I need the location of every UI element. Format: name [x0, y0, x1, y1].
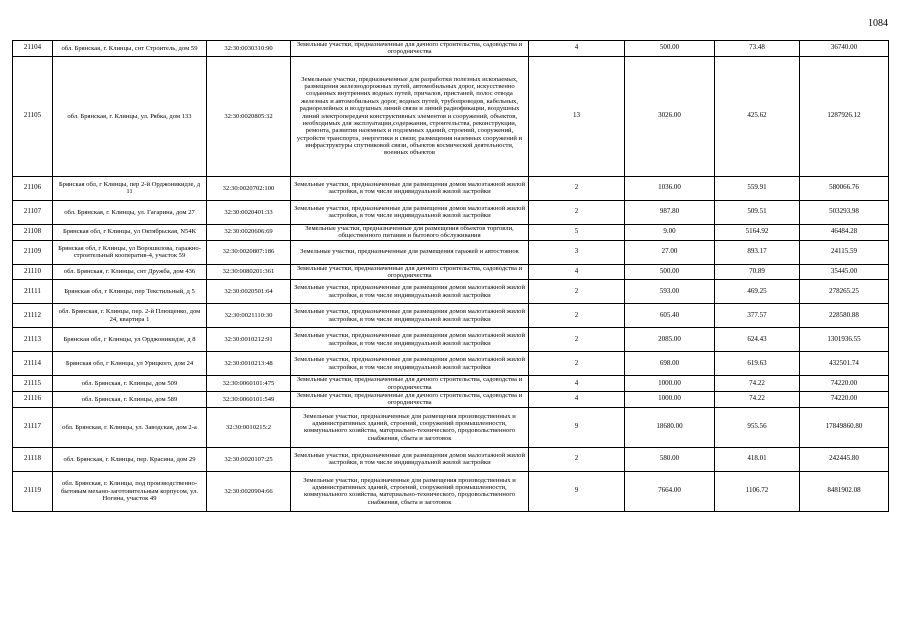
cadastral-number-cell: 32:30:0010215:2 [207, 407, 291, 447]
table-row [13, 376, 889, 392]
land-use-cell: Земельные участки, предназначенные для дачного строительства, садоводства и огородничества [291, 41, 529, 57]
cadastral-value-cell: 74220.00 [800, 376, 889, 392]
cadastral-value-cell: 278265.25 [800, 280, 889, 304]
specific-value-cell: 469.25 [715, 280, 800, 304]
address-cell: обл. Брянская, г. Клинцы, пер. Красина, дом 29 [53, 447, 207, 471]
land-use-cell: Земельные участки, предназначенные для размещения домов малоэтажной жилой застройки, в том числе индивидуальной жилой застройки [291, 447, 529, 471]
land-use-cell: Земельные участки, предназначенные для размещения домов малоэтажной жилой застройки, в том числе индивидуальной жилой застройки [291, 176, 529, 200]
specific-value-cell: 418.01 [715, 447, 800, 471]
table-row [13, 392, 889, 408]
cadastral-value-cell: 8481902.08 [800, 471, 889, 511]
address-cell: Брянская обл, г Клинцы, пер 2-й Орджоникидзе, д 11 [53, 176, 207, 200]
specific-value-cell: 893.17 [715, 240, 800, 264]
use-group-cell: 13 [529, 56, 625, 176]
address-cell: обл. Брянская, г. Клинцы, ул. Заводская, дом 2-а [53, 407, 207, 447]
row-number: 21108 [13, 224, 53, 240]
table-row [13, 41, 889, 57]
use-group-cell: 2 [529, 328, 625, 352]
cadastral-value-table [12, 40, 889, 512]
specific-value-cell: 73.48 [715, 41, 800, 57]
area-cell: 1000.00 [625, 392, 715, 408]
specific-value-cell: 74.22 [715, 376, 800, 392]
row-number: 21116 [13, 392, 53, 408]
cadastral-number-cell: 32:30:0010213:48 [207, 352, 291, 376]
cadastral-number-cell: 32:30:0020904:66 [207, 471, 291, 511]
cadastral-value-cell: 242445.80 [800, 447, 889, 471]
cadastral-number-cell: 32:30:0030310:90 [207, 41, 291, 57]
cadastral-number-cell: 32:30:0020401:33 [207, 200, 291, 224]
address-cell: Брянская обл, г Клинцы, ул Ворошилова, гаражно-строительный кооператив-4, участок 59 [53, 240, 207, 264]
row-number: 21117 [13, 407, 53, 447]
cadastral-value-cell: 36740.00 [800, 41, 889, 57]
area-cell: 698.00 [625, 352, 715, 376]
table-row [13, 224, 889, 240]
table-row [13, 240, 889, 264]
use-group-cell: 4 [529, 376, 625, 392]
table-row [13, 328, 889, 352]
use-group-cell: 2 [529, 280, 625, 304]
land-use-cell: Земельные участки, предназначенные для размещения домов малоэтажной жилой застройки, в том числе индивидуальной жилой застройки [291, 280, 529, 304]
area-cell: 500.00 [625, 41, 715, 57]
specific-value-cell: 624.43 [715, 328, 800, 352]
specific-value-cell: 1106.72 [715, 471, 800, 511]
address-cell: Брянская обл, г Клинцы, ул Орджоникидзе, д 8 [53, 328, 207, 352]
use-group-cell: 5 [529, 224, 625, 240]
cadastral-value-cell: 35445.00 [800, 264, 889, 280]
row-number: 21105 [13, 56, 53, 176]
table-row [13, 352, 889, 376]
cadastral-value-cell: 1301936.55 [800, 328, 889, 352]
land-use-cell: Земельные участки, предназначенные для размещения домов малоэтажной жилой застройки, в том числе индивидуальной жилой застройки [291, 352, 529, 376]
address-cell: Брянская обл, г Клинцы, пер Текстильный, д 5 [53, 280, 207, 304]
table-row [13, 304, 889, 328]
address-cell: обл. Брянская, г. Клинцы, пер. 2-й Плющенко, дом 24, квартира 1 [53, 304, 207, 328]
cadastral-value-cell: 46484.28 [800, 224, 889, 240]
row-number: 21111 [13, 280, 53, 304]
table-body [13, 41, 889, 512]
cadastral-number-cell: 32:30:0020805:32 [207, 56, 291, 176]
address-cell: обл. Брянская, г. Клинцы, под производственно-бытовым механо-заготовительным корпусом, ул. Ногина, участок 49 [53, 471, 207, 511]
table-row [13, 471, 889, 511]
area-cell: 3026.00 [625, 56, 715, 176]
area-cell: 9.00 [625, 224, 715, 240]
page-number: 1084 [868, 18, 888, 29]
cadastral-value-cell: 24115.59 [800, 240, 889, 264]
land-use-cell: Земельные участки, предназначенные для размещения производственных и административных зданий, строений, сооружений промышленности, коммунального хозяйства, материально-технического, продовольственного снабжения, сбыта и заготовок [291, 471, 529, 511]
area-cell: 580.00 [625, 447, 715, 471]
land-use-cell: Земельные участки, предназначенные для размещения гаражей и автостоянок [291, 240, 529, 264]
table-row [13, 407, 889, 447]
cadastral-value-cell: 17849860.80 [800, 407, 889, 447]
cadastral-number-cell: 32:30:0080201:361 [207, 264, 291, 280]
cadastral-value-cell: 503293.98 [800, 200, 889, 224]
address-cell: Брянская обл, г Клинцы, ул Октябрьская, N54К [53, 224, 207, 240]
address-cell: обл. Брянская, г. Клинцы, ул. Рябка, дом 133 [53, 56, 207, 176]
land-use-cell: Земельные участки, предназначенные для разработки полезных ископаемых, размещения железнодорожных путей, автомобильных дорог, искусственно созданных внутренних водных путей, причалов, пристаней, полос отвода железных и автомобильных дорог, водных путей, трубопроводов, кабельных, радиорелейных и воздушных линий связи и линий радиофикации, воздушных линий электропередачи конструктивных элементов и сооружений, объектов, необходимых для эксплуатации,содержания, строительства, реконструкции, ремонта, развития наземных и подземных зданий, строений, сооружений, устройств транспорта, энергетики и связи; размещения наземных сооружений и инфраструктуры спутниковой связи, объектов космической деятельности, военных объектов [291, 56, 529, 176]
row-number: 21113 [13, 328, 53, 352]
specific-value-cell: 70.89 [715, 264, 800, 280]
cadastral-value-cell: 228580.88 [800, 304, 889, 328]
specific-value-cell: 74.22 [715, 392, 800, 408]
table-row [13, 200, 889, 224]
row-number: 21106 [13, 176, 53, 200]
specific-value-cell: 509.51 [715, 200, 800, 224]
address-cell: обл. Брянская, г. Клинцы, дом 589 [53, 392, 207, 408]
row-number: 21109 [13, 240, 53, 264]
address-cell: Брянская обл, г Клинцы, ул Урицкого, дом 24 [53, 352, 207, 376]
row-number: 21119 [13, 471, 53, 511]
row-number: 21107 [13, 200, 53, 224]
table-row [13, 447, 889, 471]
address-cell: обл. Брянская, г. Клинцы, снт Строитель, дом 59 [53, 41, 207, 57]
land-use-cell: Земельные участки, предназначенные для размещения домов малоэтажной жилой застройки, в том числе индивидуальной жилой застройки [291, 304, 529, 328]
use-group-cell: 9 [529, 407, 625, 447]
area-cell: 605.40 [625, 304, 715, 328]
use-group-cell: 4 [529, 392, 625, 408]
area-cell: 1000.00 [625, 376, 715, 392]
land-use-cell: Земельные участки, предназначенные для дачного строительства, садоводства и огородничества [291, 264, 529, 280]
table-row [13, 56, 889, 176]
area-cell: 27.00 [625, 240, 715, 264]
land-use-cell: Земельные участки, предназначенные для размещения объектов торговли, общественного питания и бытового обслуживания [291, 224, 529, 240]
address-cell: обл. Брянская, г. Клинцы, снт Дружба, дом 436 [53, 264, 207, 280]
row-number: 21114 [13, 352, 53, 376]
area-cell: 987.80 [625, 200, 715, 224]
cadastral-value-cell: 74220.00 [800, 392, 889, 408]
specific-value-cell: 425.62 [715, 56, 800, 176]
table-row [13, 280, 889, 304]
land-use-cell: Земельные участки, предназначенные для дачного строительства, садоводства и огородничества [291, 376, 529, 392]
land-use-cell: Земельные участки, предназначенные для размещения домов малоэтажной жилой застройки, в том числе индивидуальной жилой застройки [291, 328, 529, 352]
area-cell: 1036.00 [625, 176, 715, 200]
use-group-cell: 4 [529, 264, 625, 280]
row-number: 21112 [13, 304, 53, 328]
cadastral-number-cell: 32:30:0020702:100 [207, 176, 291, 200]
cadastral-number-cell: 32:30:0060101:475 [207, 376, 291, 392]
cadastral-value-cell: 1287926.12 [800, 56, 889, 176]
address-cell: обл. Брянская, г. Клинцы, ул. Гагарина, дом 27 [53, 200, 207, 224]
address-cell: обл. Брянская, г. Клинцы, дом 509 [53, 376, 207, 392]
cadastral-value-cell: 432501.74 [800, 352, 889, 376]
specific-value-cell: 559.91 [715, 176, 800, 200]
cadastral-value-cell: 580066.76 [800, 176, 889, 200]
land-use-cell: Земельные участки, предназначенные для размещения производственных и административных зданий, строений, сооружений промышленности, коммунального хозяйства, материально-технического, продовольственного снабжения, сбыта и заготовок [291, 407, 529, 447]
use-group-cell: 2 [529, 304, 625, 328]
use-group-cell: 2 [529, 176, 625, 200]
use-group-cell: 2 [529, 200, 625, 224]
land-use-cell: Земельные участки, предназначенные для дачного строительства, садоводства и огородничества [291, 392, 529, 408]
area-cell: 500.00 [625, 264, 715, 280]
area-cell: 593.00 [625, 280, 715, 304]
land-use-cell: Земельные участки, предназначенные для размещения домов малоэтажной жилой застройки, в том числе индивидуальной жилой застройки [291, 200, 529, 224]
area-cell: 18680.00 [625, 407, 715, 447]
area-cell: 2085.00 [625, 328, 715, 352]
cadastral-number-cell: 32:30:0020606:69 [207, 224, 291, 240]
table-row [13, 176, 889, 200]
cadastral-number-cell: 32:30:0020501:64 [207, 280, 291, 304]
cadastral-number-cell: 32:30:0060101:549 [207, 392, 291, 408]
use-group-cell: 4 [529, 41, 625, 57]
row-number: 21104 [13, 41, 53, 57]
cadastral-number-cell: 32:30:0020107:25 [207, 447, 291, 471]
area-cell: 7664.00 [625, 471, 715, 511]
cadastral-number-cell: 32:30:0010212:91 [207, 328, 291, 352]
specific-value-cell: 619.63 [715, 352, 800, 376]
specific-value-cell: 955.56 [715, 407, 800, 447]
cadastral-number-cell: 32:30:0021110:30 [207, 304, 291, 328]
row-number: 21115 [13, 376, 53, 392]
table-row [13, 264, 889, 280]
use-group-cell: 2 [529, 352, 625, 376]
use-group-cell: 9 [529, 471, 625, 511]
row-number: 21110 [13, 264, 53, 280]
use-group-cell: 2 [529, 447, 625, 471]
row-number: 21118 [13, 447, 53, 471]
specific-value-cell: 5164.92 [715, 224, 800, 240]
cadastral-number-cell: 32:30:0020807:186 [207, 240, 291, 264]
specific-value-cell: 377.57 [715, 304, 800, 328]
use-group-cell: 3 [529, 240, 625, 264]
